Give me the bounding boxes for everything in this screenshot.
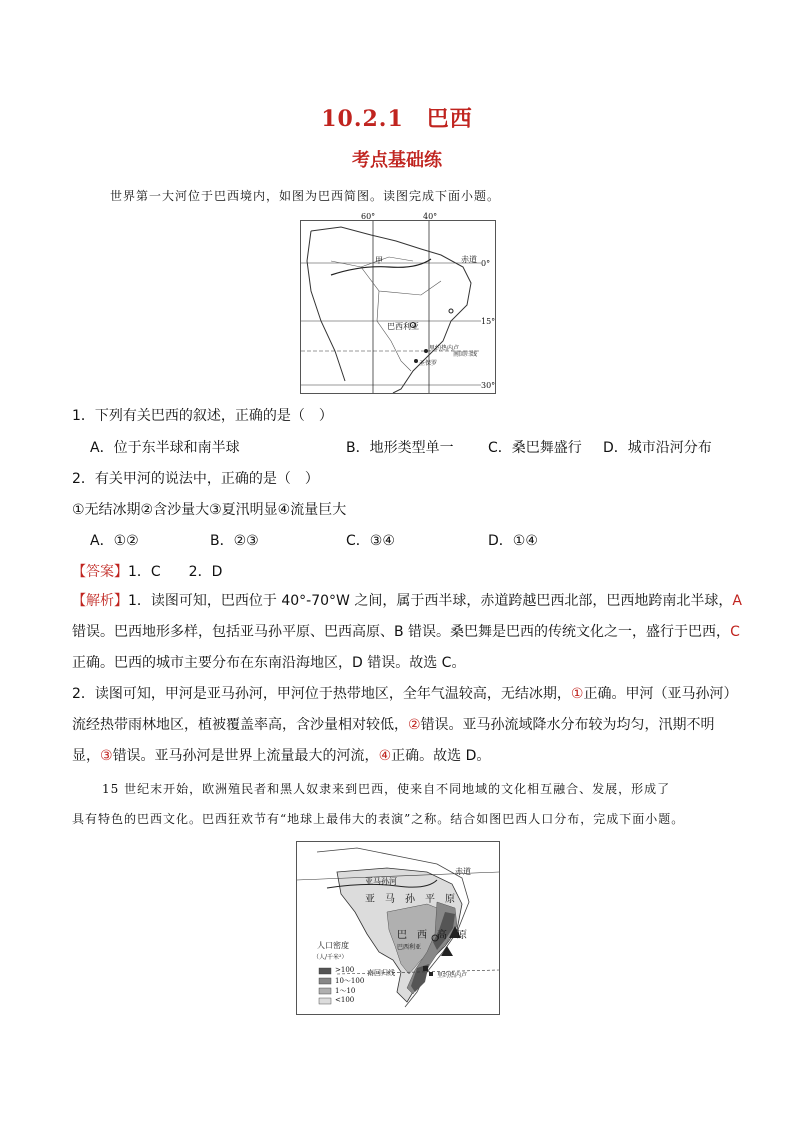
- map2-amazon-plain-label: 亚 马 孙 平 原: [365, 894, 455, 905]
- legend-label-3: 1～10: [335, 987, 356, 995]
- lat-30-label: 30°: [481, 381, 496, 390]
- analysis-text-4a: 2．读图可知，甲河是亚马孙河，甲河位于热带地区，全年气温较高，无结冰期，: [72, 686, 571, 702]
- map2-brasilia-label: 巴西利亚: [397, 944, 422, 951]
- answer-line: [72, 561, 222, 581]
- q1-option-b: B．地形类型单一: [346, 440, 454, 456]
- analysis-red-5: ②: [408, 717, 421, 733]
- analysis-label: 【解析】: [72, 593, 128, 609]
- tropic-label: 南回归线: [453, 351, 478, 358]
- intro-text-2-line-2: 具有特色的巴西文化。巴西狂欢节有“地球上最伟大的表演”之称。结合如图巴西人口分布，完成下面小题。: [72, 812, 685, 826]
- analysis-text-6c: 正确。故选 D。: [391, 748, 491, 764]
- analysis-text-5a: 流经热带雨林地区，植被覆盖率高，含沙量相对较低，: [72, 717, 408, 733]
- legend-swatch-4: [319, 998, 331, 1004]
- legend-title: 人口密度: [317, 941, 349, 950]
- lon-60-label: 60°: [361, 212, 376, 221]
- q1-option-c: C．桑巴舞盛行: [488, 440, 582, 456]
- brasilia-label: 巴西利亚: [387, 322, 419, 331]
- rio-label: 里约热内卢: [429, 345, 460, 352]
- intro-text-2-line-1: 15 世纪末开始，欧洲殖民者和黑人奴隶来到巴西，使来自不同地域的文化相互融合、发展，形成了: [102, 782, 671, 796]
- brazil-map-figure: [300, 212, 496, 394]
- analysis-text-4b: 正确。甲河（亚马孙河）: [583, 686, 738, 702]
- q2-option-b: B．②③: [210, 533, 259, 549]
- analysis-text-5b: 错误。亚马孙流域降水分布较为均匀，汛期不明: [420, 717, 715, 733]
- analysis-text-1: 1．读图可知，巴西位于 40°-70°W 之间，属于西半球，赤道跨越巴西北部，巴西地跨南北半球，: [128, 593, 733, 609]
- map2-tropic-label: 南回归线: [367, 969, 395, 977]
- river-jia-label: 甲: [375, 256, 383, 265]
- analysis-line-1: [72, 589, 752, 613]
- analysis-red-1: A: [732, 593, 742, 609]
- q2-statements: ①无结冰期②含沙量大③夏汛明显④流量巨大: [72, 502, 347, 518]
- legend-unit: （人/千米²）: [313, 954, 348, 961]
- analysis-red-6: ③: [100, 748, 113, 764]
- legend-label-4: <100: [335, 996, 355, 1004]
- analysis-line-6: [72, 744, 490, 768]
- analysis-line-5: [72, 713, 715, 737]
- question-2-stem: 2．有关甲河的说法中，正确的是（ ）: [72, 471, 319, 487]
- q1-option-d: D．城市沿河分布: [603, 440, 712, 456]
- equator-label: 赤道: [461, 255, 477, 264]
- intro-text-1: 世界第一大河位于巴西境内，如图为巴西简图。读图完成下面小题。: [110, 189, 501, 203]
- legend-swatch-2: [319, 978, 331, 984]
- q2-option-d: D．①④: [488, 533, 538, 549]
- map2-highland-label: 巴 西 高 原: [397, 930, 467, 941]
- analysis-text-6a: 显，: [72, 748, 100, 764]
- map2-equator-label: 赤道: [455, 867, 471, 876]
- analysis-red-2: C: [730, 624, 740, 640]
- saopaulo-label: 圣保罗: [419, 360, 438, 367]
- analysis-line-3: 正确。巴西的城市主要分布在东南沿海地区，D 错误。故选 C。: [72, 655, 466, 671]
- legend-swatch-3: [319, 988, 331, 994]
- q2-option-c: C．③④: [346, 533, 395, 549]
- map2-rio-label: 里约热内卢: [437, 972, 468, 979]
- legend-swatch-1: [319, 968, 331, 974]
- brazil-population-map-figure: [296, 841, 500, 1015]
- map2-amazon-river-label: 亚马孙河: [365, 877, 397, 886]
- analysis-red-6b: ④: [378, 748, 392, 764]
- page-subtitle: 考点基础练: [352, 150, 442, 171]
- answer-text: 1．C 2．D: [128, 564, 223, 580]
- lon-40-label: 40°: [423, 212, 438, 221]
- analysis-text-6b: 错误。亚马孙河是世界上流量最大的河流，: [112, 748, 379, 764]
- q2-option-a: A．①②: [90, 533, 139, 549]
- analysis-line-4: [72, 682, 737, 706]
- question-1-stem: 1．下列有关巴西的叙述，正确的是（ ）: [72, 408, 333, 424]
- analysis-text-2: 错误。巴西地形多样，包括亚马孙平原、巴西高原、B 错误。桑巴舞是巴西的传统文化之一，盛行于巴西，: [72, 624, 731, 640]
- lat-15-label: 15°: [481, 317, 496, 326]
- legend-label-1: >100: [335, 966, 355, 974]
- lat-0-label: 0°: [481, 259, 491, 268]
- q1-option-a: A．位于东半球和南半球: [90, 440, 240, 456]
- legend-label-2: 10～100: [335, 977, 365, 985]
- analysis-line-2: [72, 620, 740, 644]
- analysis-red-4: ①: [570, 686, 584, 702]
- page-title: 10.2.1 巴西: [321, 106, 473, 132]
- answer-label: 【答案】: [72, 564, 128, 580]
